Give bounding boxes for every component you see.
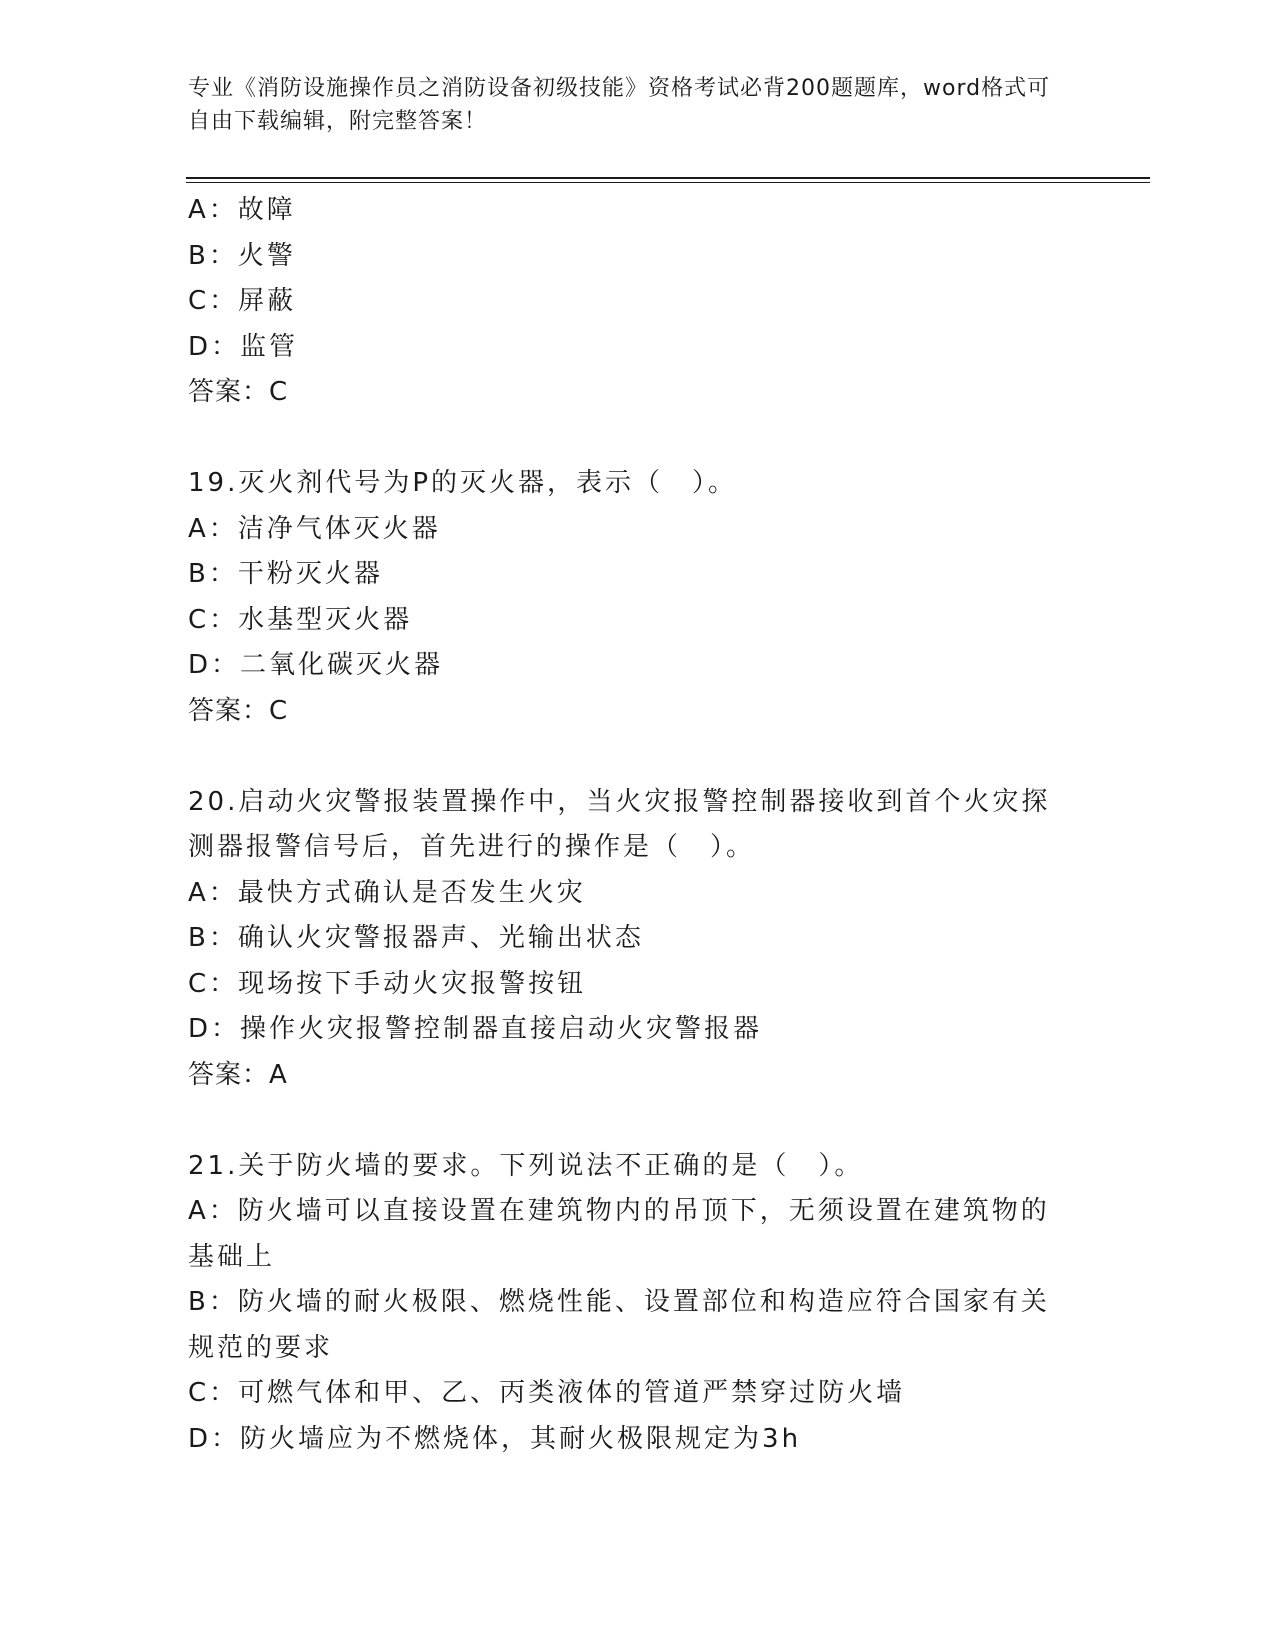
option-a: A：故障 [188,195,296,225]
option-b: B：防火墙的耐火极限、燃烧性能、设置部位和构造应符合国家有关规范的要求 [188,1287,1050,1363]
option-c: C：屏蔽 [188,286,297,316]
page-header: 专业《消防设施操作员之消防设备初级技能》资格考试必背200题题库，word格式可自由下载编辑，附完整答案！ [188,76,1051,134]
answer-line: 答案：C [188,377,289,407]
option-d: D：防火墙应为不燃烧体，其耐火极限规定为3h [188,1423,802,1454]
header-rule-thin [186,182,1150,183]
question-block-19 [188,461,1068,734]
question-list [188,188,1068,1462]
option-b: B：确认火灾警报器声、光输出状态 [188,923,644,953]
question-stem: 21.关于防火墙的要求。下列说法不正确的是（ ）。 [188,1150,864,1181]
option-c: C：可燃气体和甲、乙、丙类液体的管道严禁穿过防火墙 [188,1378,906,1408]
question-block-21 [188,1144,1068,1463]
spacer [188,1098,1068,1144]
spacer [188,734,1068,780]
answer-line: 答案：A [188,1059,288,1090]
option-c: C：水基型灭火器 [188,604,413,635]
option-d: D：操作火灾报警控制器直接启动火灾警报器 [188,1014,763,1044]
option-a: A：防火墙可以直接设置在建筑物内的吊顶下，无须设置在建筑物的基础上 [188,1196,1050,1272]
question-stem: 19.灭火剂代号为P的灭火器，表示（ ）。 [188,468,738,498]
answer-line: 答案：C [188,695,289,726]
option-c: C：现场按下手动火灾报警按钮 [188,968,587,999]
option-b: B：干粉灭火器 [188,559,383,589]
question-stem: 20.启动火灾警报装置操作中，当火灾报警控制器接收到首个火灾探测器报警信号后，首先进行的操作是（ ）。 [188,786,1051,862]
question-block-20 [188,780,1068,1099]
option-a: A：最快方式确认是否发生火灾 [188,877,586,908]
spacer [188,416,1068,462]
option-d: D：监管 [188,331,299,362]
option-b: B：火警 [188,240,296,271]
question-block-18 [188,188,1068,416]
option-d: D：二氧化碳灭火器 [188,650,444,680]
header-rule-thick [186,177,1150,179]
option-a: A：洁净气体灭火器 [188,513,441,544]
